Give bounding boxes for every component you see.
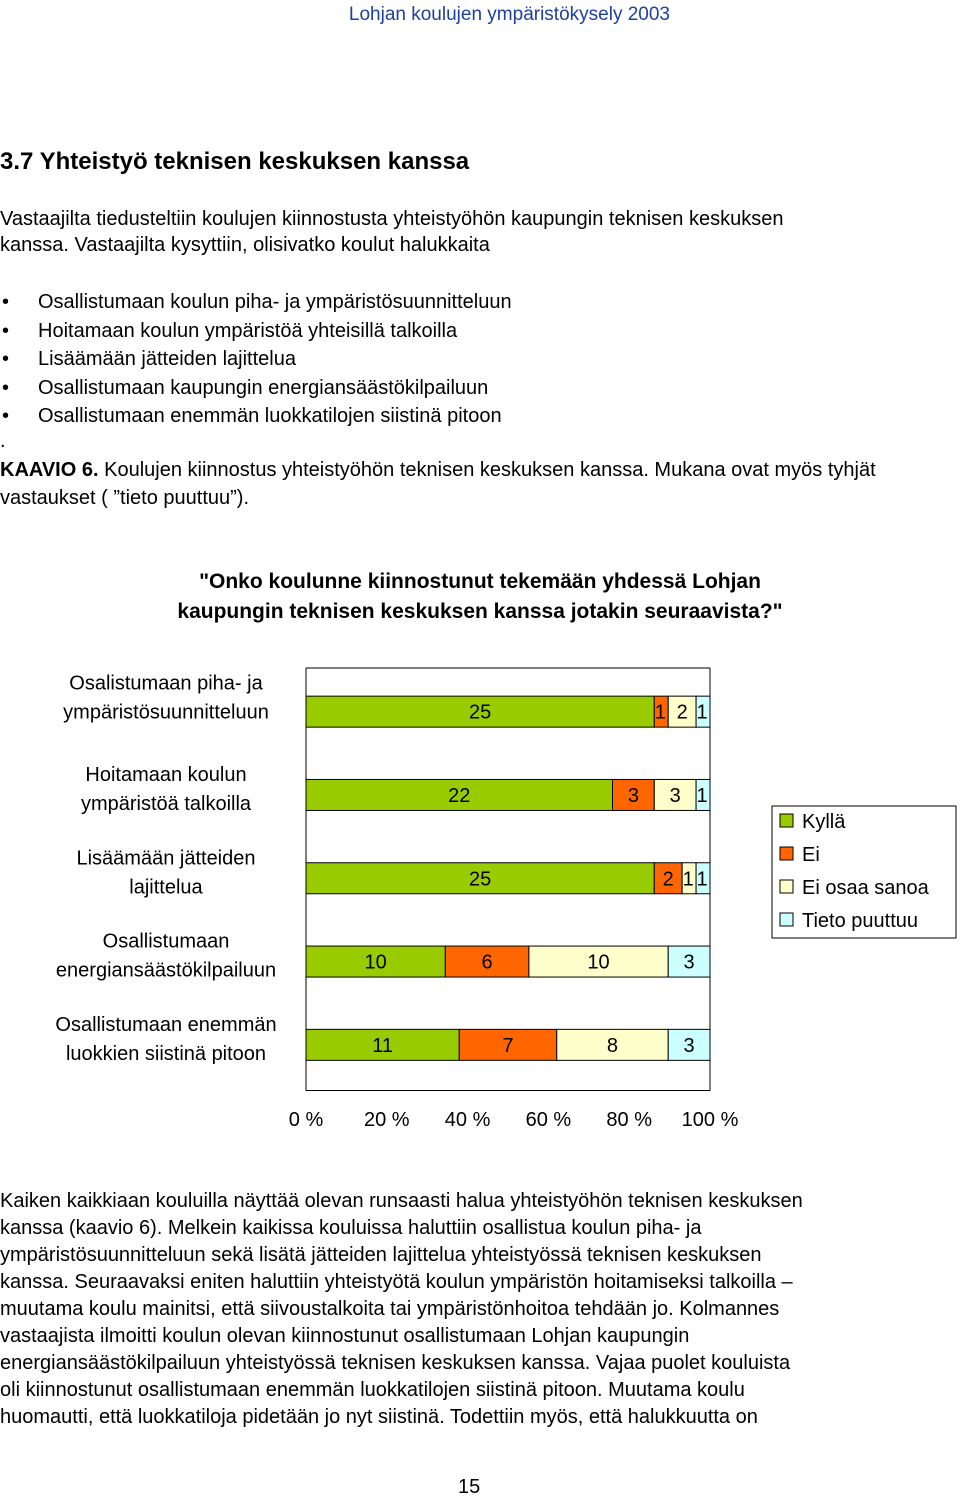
x-tick-label: 60 % (525, 1109, 572, 1131)
legend-swatch (780, 913, 793, 926)
x-tick-label: 20 % (364, 1109, 410, 1131)
body-line: oli kiinnostunut osallistumaan enemmän luokkatilojen siistinä pitoon. Muutama koulu (0, 1379, 745, 1401)
data-label: 10 (364, 951, 387, 974)
data-label: 1 (682, 868, 694, 891)
category-label: energiansäästökilpailuun (55, 959, 277, 982)
legend-label: Kyllä (802, 811, 846, 833)
data-label: 1 (696, 868, 708, 891)
category-label: Lisäämään jätteiden (76, 847, 256, 870)
intro-line: Vastaajilta tiedusteltiin koulujen kiinnostusta yhteistyöhön kaupungin teknisen keskuksen (0, 208, 784, 230)
body-line: kanssa (kaavio 6). Melkein kaikissa kouluissa haluttiin osallistua koulun piha- ja (0, 1217, 702, 1239)
body-line: kanssa. Seuraavaksi eniten haluttiin yhteistyötä koulun ympäristön hoitamiseksi talkoilla – (0, 1271, 793, 1293)
body-line: vastaajista ilmoitti koulun olevan kiinnostunut osallistumaan Lohjan kaupungin (0, 1325, 690, 1347)
figure-caption (0, 456, 950, 512)
bullet-item: • Hoitamaan koulun ympäristöä yhteisillä talkoilla (0, 317, 512, 346)
data-label: 3 (683, 1034, 695, 1057)
category-label: Osallistumaan enemmän (55, 1013, 277, 1036)
body-line: energiansäästökilpailuun yhteistyössä teknisen keskuksen kanssa. Vajaa puolet kouluista (0, 1352, 791, 1374)
data-label: 25 (469, 701, 492, 724)
data-label: 6 (481, 951, 493, 974)
body-line: huomautti, että luokkatiloja pidetään jo nyt siistinä. Todettiin myös, että halukkuutta on (0, 1406, 758, 1428)
section-heading: 3.7 Yhteistyö teknisen keskuksen kanssa (0, 148, 470, 175)
legend-swatch (780, 880, 793, 893)
chart-title-line: "Onko koulunne kiinnostunut tekemään yhdessä Lohjan (199, 570, 761, 593)
body-line: muutama koulu mainitsi, että siivoustalkoita tai ympäristönhoitoa tehdään jo. Kolmannes (0, 1298, 780, 1320)
data-label: 3 (669, 784, 681, 807)
body-paragraph (0, 1188, 955, 1431)
data-label: 3 (627, 784, 639, 807)
category-label: ympäristösuunnitteluun (63, 701, 269, 724)
chart-title-line: kaupungin teknisen keskuksen kanssa jotakin seuraavista?" (177, 600, 783, 623)
bullet-item: • Osallistumaan kaupungin energiansäästökilpailuun (0, 374, 512, 403)
stray-dot: . (0, 430, 6, 452)
data-label: 22 (448, 784, 471, 807)
stacked-bar-chart (0, 660, 960, 1140)
data-label: 1 (696, 784, 708, 807)
intro-paragraph (0, 206, 950, 258)
category-label: lajittelua (129, 876, 203, 899)
data-label: 2 (662, 868, 674, 891)
data-label: 1 (654, 701, 666, 724)
data-label: 3 (683, 951, 695, 974)
data-label: 10 (587, 951, 610, 974)
data-label: 25 (469, 868, 492, 891)
data-label: 2 (676, 701, 688, 724)
legend-label: Tieto puuttuu (802, 910, 919, 932)
bullet-item: • Osallistumaan koulun piha- ja ympäristösuunnitteluun (0, 288, 512, 317)
bullet-item: • Lisäämään jätteiden lajittelua (0, 345, 512, 374)
category-label: ympäristöä talkoilla (80, 792, 252, 815)
category-label: Hoitamaan koulun (85, 763, 247, 786)
legend-label: Ei (802, 844, 820, 866)
legend-swatch (780, 847, 793, 860)
category-label: Osalistumaan piha- ja (69, 672, 263, 695)
x-tick-label: 100 % (681, 1109, 739, 1131)
x-tick-label: 0 % (288, 1109, 324, 1131)
chart-title (80, 567, 880, 627)
data-label: 1 (696, 701, 708, 724)
body-line: ympäristösuunnitteluun sekä lisätä jätteiden lajittelua yhteistyössä teknisen keskuksen (0, 1244, 762, 1266)
category-label: luokkien siistinä pitoon (65, 1042, 267, 1065)
caption-text: Koulujen kiinnostus yhteistyöhön teknisen keskuksen kanssa. Mukana ovat myös tyhjät vastaukset ( ”tieto puuttuu”). (0, 459, 876, 509)
bullet-list (0, 288, 512, 431)
body-line: Kaiken kaikkiaan kouluilla näyttää olevan runsaasti halua yhteistyöhön teknisen keskuksen (0, 1190, 803, 1212)
data-label: 8 (606, 1034, 619, 1057)
bullet-item: • Osallistumaan enemmän luokkatilojen siistinä pitoon (0, 402, 512, 431)
running-header: Lohjan koulujen ympäristökysely 2003 (348, 4, 670, 25)
category-label: Osallistumaan (102, 930, 230, 953)
x-tick-label: 40 % (444, 1109, 491, 1131)
legend-label: Ei osaa sanoa (802, 877, 929, 899)
x-tick-label: 80 % (606, 1109, 652, 1131)
intro-line: kanssa. Vastaajilta kysyttiin, olisivatko koulut halukkaita (0, 234, 490, 256)
data-label: 11 (372, 1034, 394, 1057)
legend-swatch (780, 814, 793, 827)
caption-label: KAAVIO 6. (0, 459, 99, 481)
page-number: 15 (458, 1476, 481, 1498)
data-label: 7 (502, 1034, 514, 1057)
